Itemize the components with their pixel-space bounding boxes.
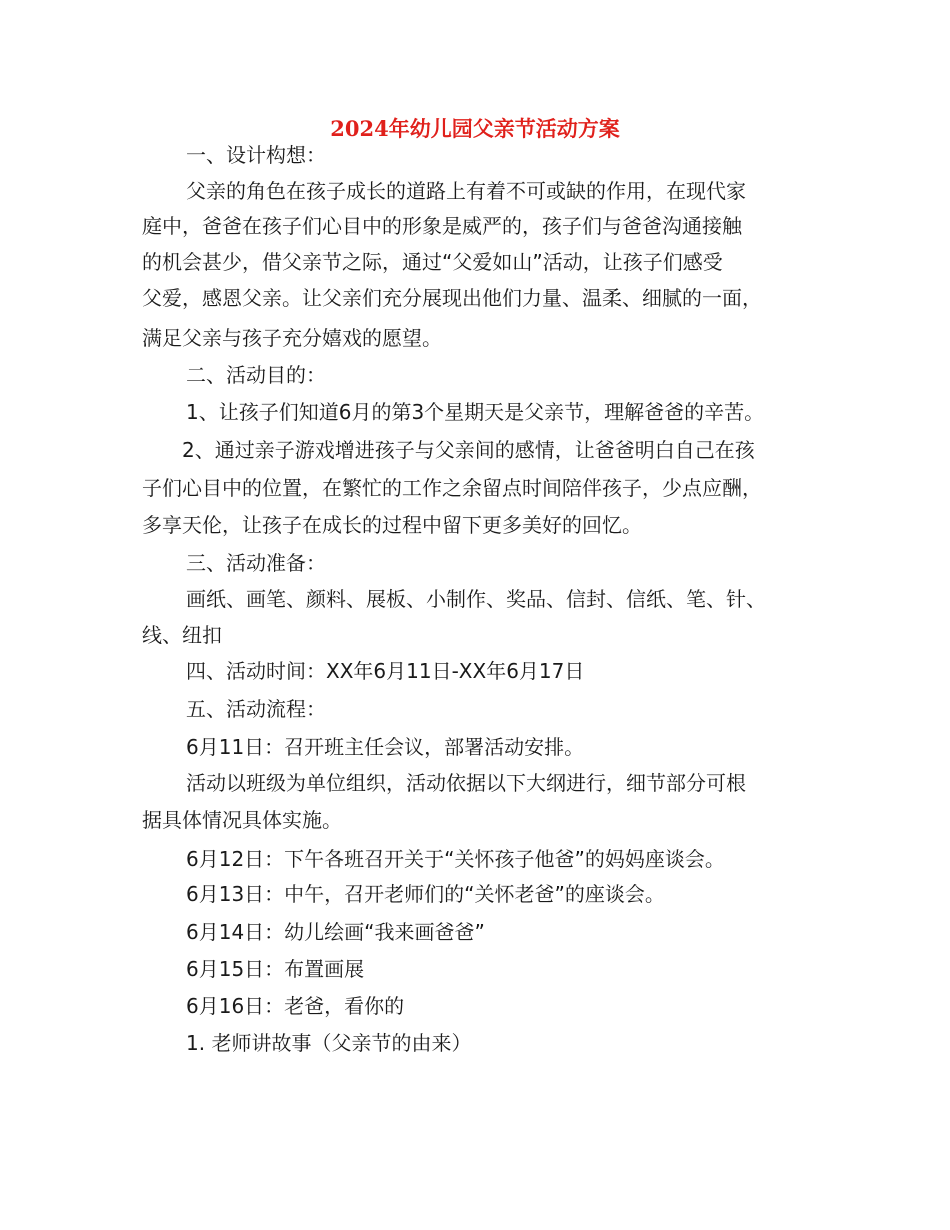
list-item: 2、通过亲子游戏增进孩子与父亲间的感情，让爸爸明白自己在孩 xyxy=(182,438,755,462)
schedule-item: 6月11日：召开班主任会议，部署活动安排。 xyxy=(186,735,585,759)
section-heading-design: 一、设计构想： xyxy=(186,143,326,167)
paragraph-line: 父亲的角色在孩子成长的道路上有着不可或缺的作用，在现代家 xyxy=(186,179,746,203)
document-title: 2024年幼儿园父亲节活动方案 xyxy=(330,116,620,141)
paragraph-line: 庭中，爸爸在孩子们心目中的形象是威严的，孩子们与爸爸沟通接触 xyxy=(142,214,742,238)
paragraph-line: 父爱，感恩父亲。让父亲们充分展现出他们力量、温柔、细腻的一面， xyxy=(142,286,762,310)
list-item: 1. 老师讲故事（父亲节的由来） xyxy=(186,1031,472,1055)
paragraph-line: 线、纽扣 xyxy=(142,623,222,647)
schedule-item: 6月14日：幼儿绘画“我来画爸爸” xyxy=(186,920,485,944)
schedule-item: 6月12日：下午各班召开关于“关怀孩子他爸”的妈妈座谈会。 xyxy=(186,847,725,871)
paragraph-line: 据具体情况具体实施。 xyxy=(142,808,342,832)
section-heading-preparation: 三、活动准备： xyxy=(186,551,326,575)
paragraph-line: 子们心目中的位置，在繁忙的工作之余留点时间陪伴孩子，少点应酬， xyxy=(142,476,762,500)
schedule-item: 6月15日：布置画展 xyxy=(186,957,365,981)
paragraph-line: 满足父亲与孩子充分嬉戏的愿望。 xyxy=(142,326,442,350)
paragraph-line: 多享天伦，让孩子在成长的过程中留下更多美好的回忆。 xyxy=(142,513,642,537)
schedule-item: 6月16日：老爸，看你的 xyxy=(186,994,405,1018)
schedule-item: 6月13日：中午，召开老师们的“关怀老爸”的座谈会。 xyxy=(186,882,665,906)
section-heading-time: 四、活动时间：XX年6月11日-XX年6月17日 xyxy=(186,659,585,683)
section-heading-purpose: 二、活动目的： xyxy=(186,363,326,387)
paragraph-line: 活动以班级为单位组织，活动依据以下大纲进行，细节部分可根 xyxy=(186,771,746,795)
section-heading-process: 五、活动流程： xyxy=(186,697,326,721)
list-item: 1、让孩子们知道6月的第3个星期天是父亲节，理解爸爸的辛苦。 xyxy=(186,400,765,424)
paragraph-line: 的机会甚少，借父亲节之际，通过“父爱如山”活动，让孩子们感受 xyxy=(142,250,723,274)
paragraph-line: 画纸、画笔、颜料、展板、小制作、奖品、信封、信纸、笔、针、 xyxy=(186,587,766,611)
